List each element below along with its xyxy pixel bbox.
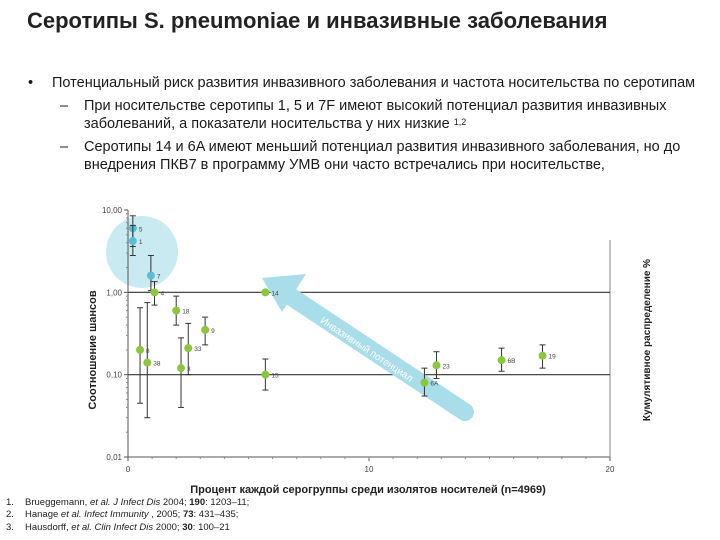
reference-number: 2. — [6, 509, 14, 521]
data-point — [147, 272, 155, 280]
point-label: 33 — [194, 346, 202, 354]
x-tick-label: 10 — [364, 465, 374, 474]
y-tick-label: 0,10 — [106, 370, 122, 380]
reference-number: 3. — [6, 521, 14, 533]
data-point — [136, 346, 144, 354]
sub-bullet-text: При носительстве серотипы 1, 5 и 7F имеют высокий потенциал развития инвазивных заболеваний, а показатели носительства у них низкие — [84, 98, 667, 132]
point-label: 1 — [138, 239, 143, 247]
reference-author: Hanage — [25, 509, 61, 521]
point-label: 6B — [507, 358, 516, 366]
y-tick-label: 1,00 — [106, 288, 122, 298]
reference-volume: 73 — [182, 509, 194, 521]
x-axis-label: Процент каждой серогруппы среди изолятов носителей (n=4969) — [190, 484, 546, 496]
reference-number: 1. — [6, 497, 14, 508]
reference-volume: 190 — [189, 497, 206, 508]
x-tick-label: 20 — [605, 465, 615, 474]
data-point — [498, 356, 506, 364]
reference-author: Hausdorff, — [25, 521, 72, 533]
data-point — [201, 326, 209, 334]
reference-etal: et al. — [71, 521, 95, 533]
bullet-marker: • — [28, 75, 34, 91]
point-label: 23 — [442, 363, 450, 371]
reference-item — [6, 522, 249, 534]
data-point — [420, 379, 428, 387]
point-label: 9 — [211, 327, 215, 335]
point-label: 15 — [271, 372, 279, 380]
y-axis-label: Соотношение шансов — [87, 290, 99, 410]
data-point — [261, 371, 269, 379]
reference-journal: J Infect Dis — [113, 497, 163, 508]
point-label: 3 — [187, 366, 191, 374]
reference-item — [6, 509, 249, 521]
point-label: 18 — [182, 308, 190, 316]
reference-author: Brueggemann, — [25, 497, 90, 508]
point-label: 7 — [156, 273, 161, 281]
data-point — [177, 364, 185, 372]
point-label: 19 — [548, 353, 556, 361]
reference-journal: Infect Immunity — [84, 509, 152, 521]
reference-year: , 2005; — [151, 509, 183, 521]
citation-superscript: 1,2 — [453, 117, 467, 127]
data-point — [129, 237, 137, 245]
dash-marker: – — [60, 139, 69, 155]
reference-year: 2004; — [162, 497, 190, 508]
data-point — [261, 288, 269, 296]
slide-title: Серотипы S. pneumoniae и инвазивные заболевания — [27, 8, 608, 33]
reference-year: 2000; — [155, 521, 183, 533]
point-label: 38 — [153, 360, 161, 368]
y-tick-label: 0,01 — [106, 453, 122, 462]
references — [6, 497, 249, 534]
sub-bullet-text: Серотипы 14 и 6A имеют меньший потенциал развития инвазивного заболевания, но до внедрения ПКВ7 в программу УМВ они часто встречались при носительстве, — [84, 139, 681, 173]
data-point — [143, 359, 151, 367]
dash-marker: – — [60, 98, 69, 114]
reference-pages: : 1203–11; — [205, 497, 250, 508]
y-tick-label: 10,00 — [101, 206, 122, 215]
point-label: 4 — [160, 290, 165, 298]
reference-etal: et al. — [89, 497, 114, 508]
point-label: 5 — [138, 226, 143, 234]
x-tick-label: 0 — [125, 465, 131, 474]
y2-axis-label: Кумулятивное распределение % — [642, 258, 653, 422]
bullet-text: Потенциальный риск развития инвазивного заболевания и частота носительства по серотипам — [52, 75, 696, 91]
data-point — [432, 361, 440, 369]
point-label: 8 — [146, 347, 150, 355]
reference-journal: Clin Infect Dis — [94, 521, 156, 533]
reference-volume: 30 — [182, 521, 193, 533]
point-label: 14 — [271, 290, 279, 298]
data-point — [539, 352, 547, 360]
data-point — [151, 288, 159, 296]
reference-item — [6, 497, 249, 509]
data-point — [172, 307, 180, 315]
reference-pages: : 100–21 — [192, 521, 230, 533]
data-point — [184, 344, 192, 352]
reference-pages: : 431–435; — [193, 509, 239, 521]
invasive-potential-label: Инвазивный потенциал — [317, 315, 415, 385]
reference-etal: et al. — [60, 509, 85, 521]
point-label: 6A — [430, 380, 439, 388]
